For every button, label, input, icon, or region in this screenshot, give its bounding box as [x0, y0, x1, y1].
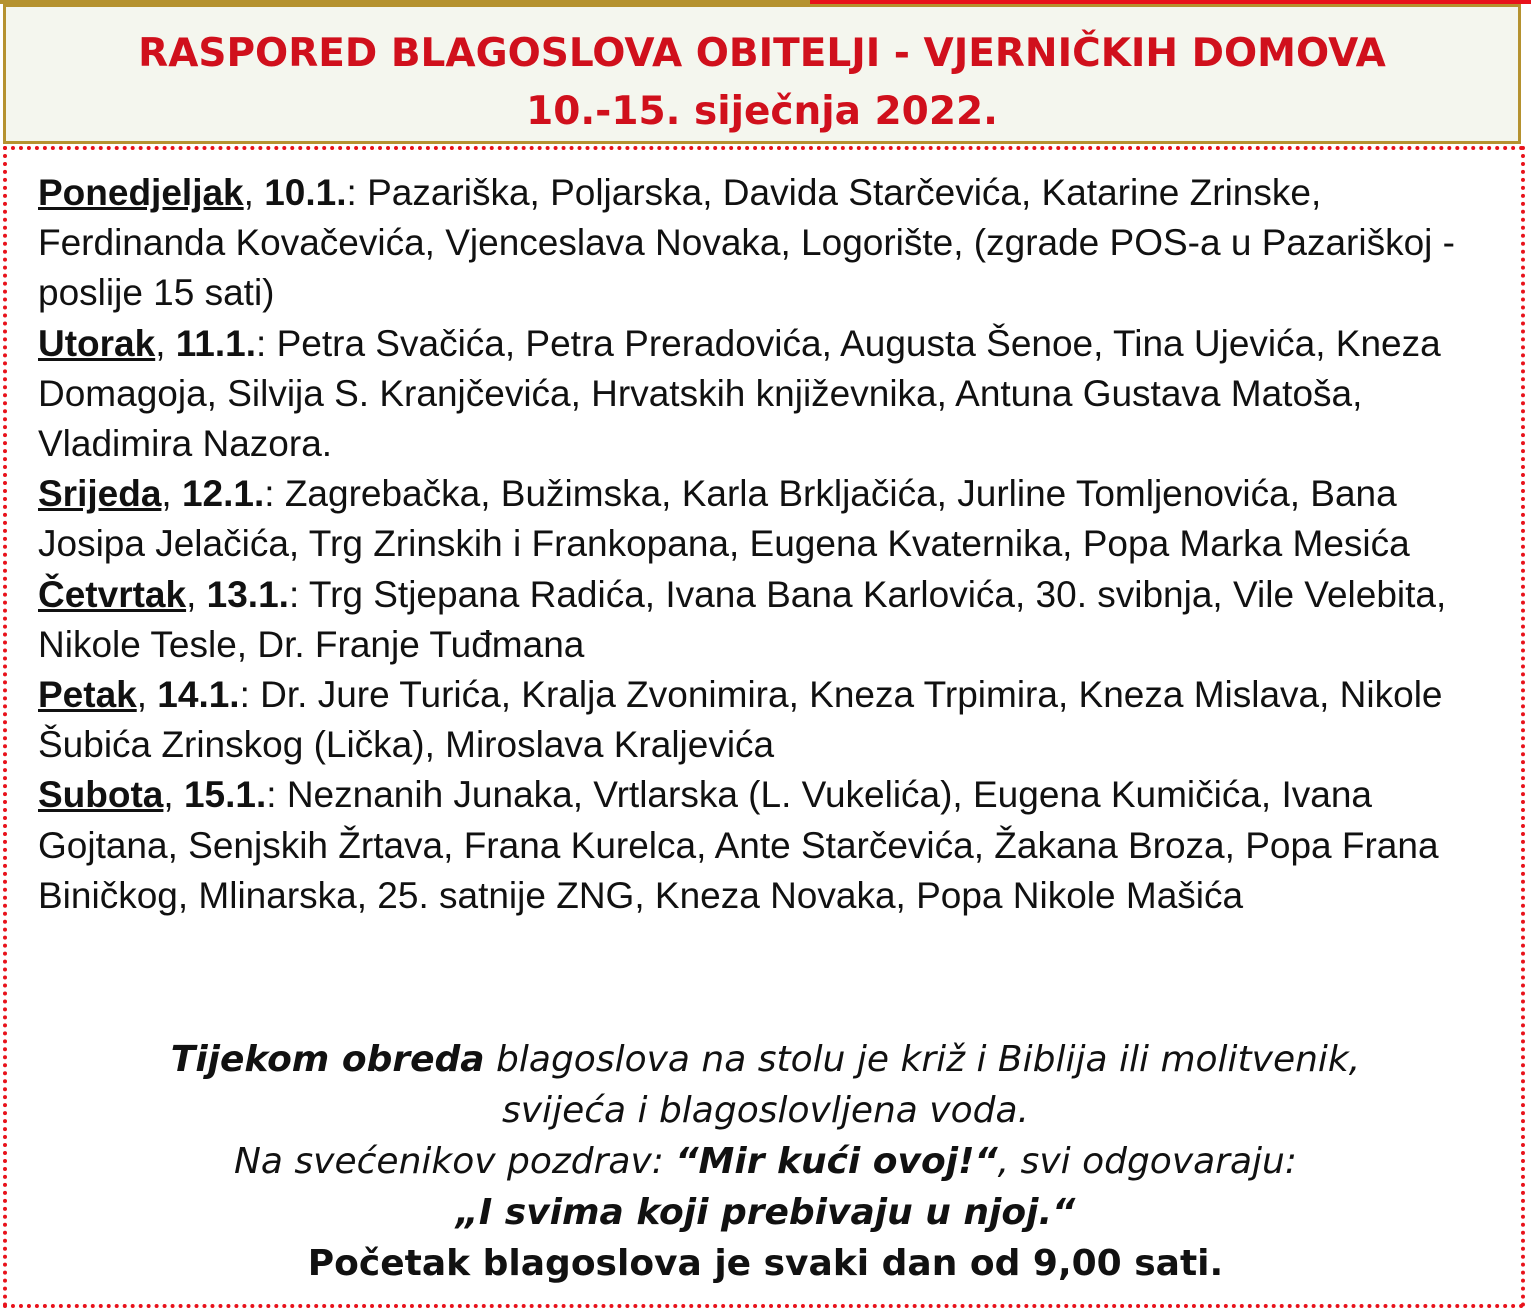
day-date: 13.1.: [206, 573, 289, 615]
schedule-entry-thursday: Četvrtak, 13.1.: Trg Stjepana Radića, Ivana Bana Karlovića, 30. svibnja, Vile Velebita, Nikole Tesle, Dr. Franje Tuđmana: [38, 573, 1447, 665]
day-date: 12.1.: [181, 473, 265, 515]
note-emphasis: Tijekom obreda: [170, 1039, 485, 1080]
street-list: Neznanih Junaka, Vrtlarska (L. Vukelića), Eugena Kumičića, Ivana Gojtana, Senjskih Žrtava, Frana Kurelca, Ante Starčevića, Žakana Broza, Popa Frana Biničkog, Mlinarska, 25. satnije ZNG, Kneza Novaka, Popa Nikole Mašića: [38, 774, 1439, 916]
response-quote: „I svima koji prebivaju u njoj.“: [455, 1192, 1076, 1233]
street-list: Zagrebačka, Bužimska, Karla Brkljačića, Jurline Tomljenovića, Bana Josipa Jelačića, Trg Zrinskih i Frankopana, Eugena Kvaternika, Popa Marka Mesića: [38, 473, 1410, 565]
day-date: 15.1.: [183, 774, 267, 816]
day-date: 11.1.: [175, 322, 257, 364]
schedule-entry-tuesday: Utorak, 11.1.: Petra Svačića, Petra Preradovića, Augusta Šenoe, Tina Ujevića, Kneza Domagoja, Silvija S. Kranjčevića, Hrvatskih književnika, Antuna Gustava Matoša, Vladimira Nazora.: [38, 322, 1441, 465]
schedule-entry-saturday: Subota, 15.1.: Neznanih Junaka, Vrtlarska (L. Vukelića), Eugena Kumičića, Ivana Gojtana, Senjskih Žrtava, Frana Kurelca, Ante Starčevića, Žakana Broza, Popa Frana Biničkog, Mlinarska, 25. satnije ZNG, Kneza Novaka, Popa Nikole Mašića: [38, 774, 1439, 916]
day-name: Srijeda: [38, 473, 162, 515]
day-name: Ponedjeljak: [38, 172, 244, 213]
day-name: Subota: [38, 774, 164, 816]
page-title: RASPORED BLAGOSLOVA OBITELJI - VJERNIČKIH DOMOVA: [138, 31, 1386, 76]
date-range: 10.-15. siječnja 2022.: [526, 89, 998, 134]
note-text: Na svećenikov pozdrav:: [233, 1141, 676, 1182]
street-list: Pazariška, Poljarska, Davida Starčevića, Katarine Zrinske, Ferdinanda Kovačevića, Vjenceslava Novaka, Logorište, (zgrade POS-a u Pazariškoj - poslije 15 sati): [38, 172, 1455, 314]
schedule-list: [38, 168, 1508, 921]
day-date: 10.1.: [264, 172, 347, 213]
day-name: Petak: [38, 674, 137, 716]
note-text: blagoslova na stolu je križ i Biblija ili molitvenik,: [484, 1039, 1361, 1080]
schedule-entry-monday: Ponedjeljak, 10.1.: Pazariška, Poljarska, Davida Starčevića, Katarine Zrinske, Ferdinanda Kovačevića, Vjenceslava Novaka, Logorište, (zgrade POS-a u Pazariškoj - poslije 15 sati): [38, 172, 1455, 314]
blessing-note: [20, 1034, 1511, 1289]
header-box: [3, 4, 1521, 144]
schedule-entry-friday: Petak, 14.1.: Dr. Jure Turića, Kralja Zvonimira, Kneza Trpimira, Kneza Mislava, Nikole Šubića Zrinskog (Lička), Miroslava Kraljevića: [38, 674, 1443, 766]
note-line-1: [20, 1034, 1511, 1085]
street-list: Trg Stjepana Radića, Ivana Bana Karlovića, 30. svibnja, Vile Velebita, Nikole Tesle, Dr. Franje Tuđmana: [38, 573, 1447, 665]
day-name: Četvrtak: [38, 573, 187, 615]
note-text: , svi odgovaraju:: [997, 1141, 1297, 1182]
street-list: Dr. Jure Turića, Kralja Zvonimira, Kneza Trpimira, Kneza Mislava, Nikole Šubića Zrinskog (Lička), Miroslava Kraljevića: [38, 674, 1443, 766]
start-time-note: Početak blagoslova je svaki dan od 9,00 sati.: [307, 1243, 1224, 1284]
note-line-2: svijeća i blagoslovljena voda.: [502, 1090, 1029, 1131]
day-name: Utorak: [38, 322, 156, 364]
schedule-entry-wednesday: Srijeda, 12.1.: Zagrebačka, Bužimska, Karla Brkljačića, Jurline Tomljenovića, Bana Josipa Jelačića, Trg Zrinskih i Frankopana, Eugena Kvaternika, Popa Marka Mesića: [38, 473, 1410, 565]
street-list: Petra Svačića, Petra Preradovića, Augusta Šenoe, Tina Ujevića, Kneza Domagoja, Silvija S. Kranjčevića, Hrvatskih književnika, Antuna Gustava Matoša, Vladimira Nazora.: [38, 322, 1441, 465]
greeting-quote: “Mir kući ovoj!“: [675, 1141, 998, 1182]
day-date: 14.1.: [157, 674, 240, 716]
note-line-3: [20, 1136, 1511, 1187]
